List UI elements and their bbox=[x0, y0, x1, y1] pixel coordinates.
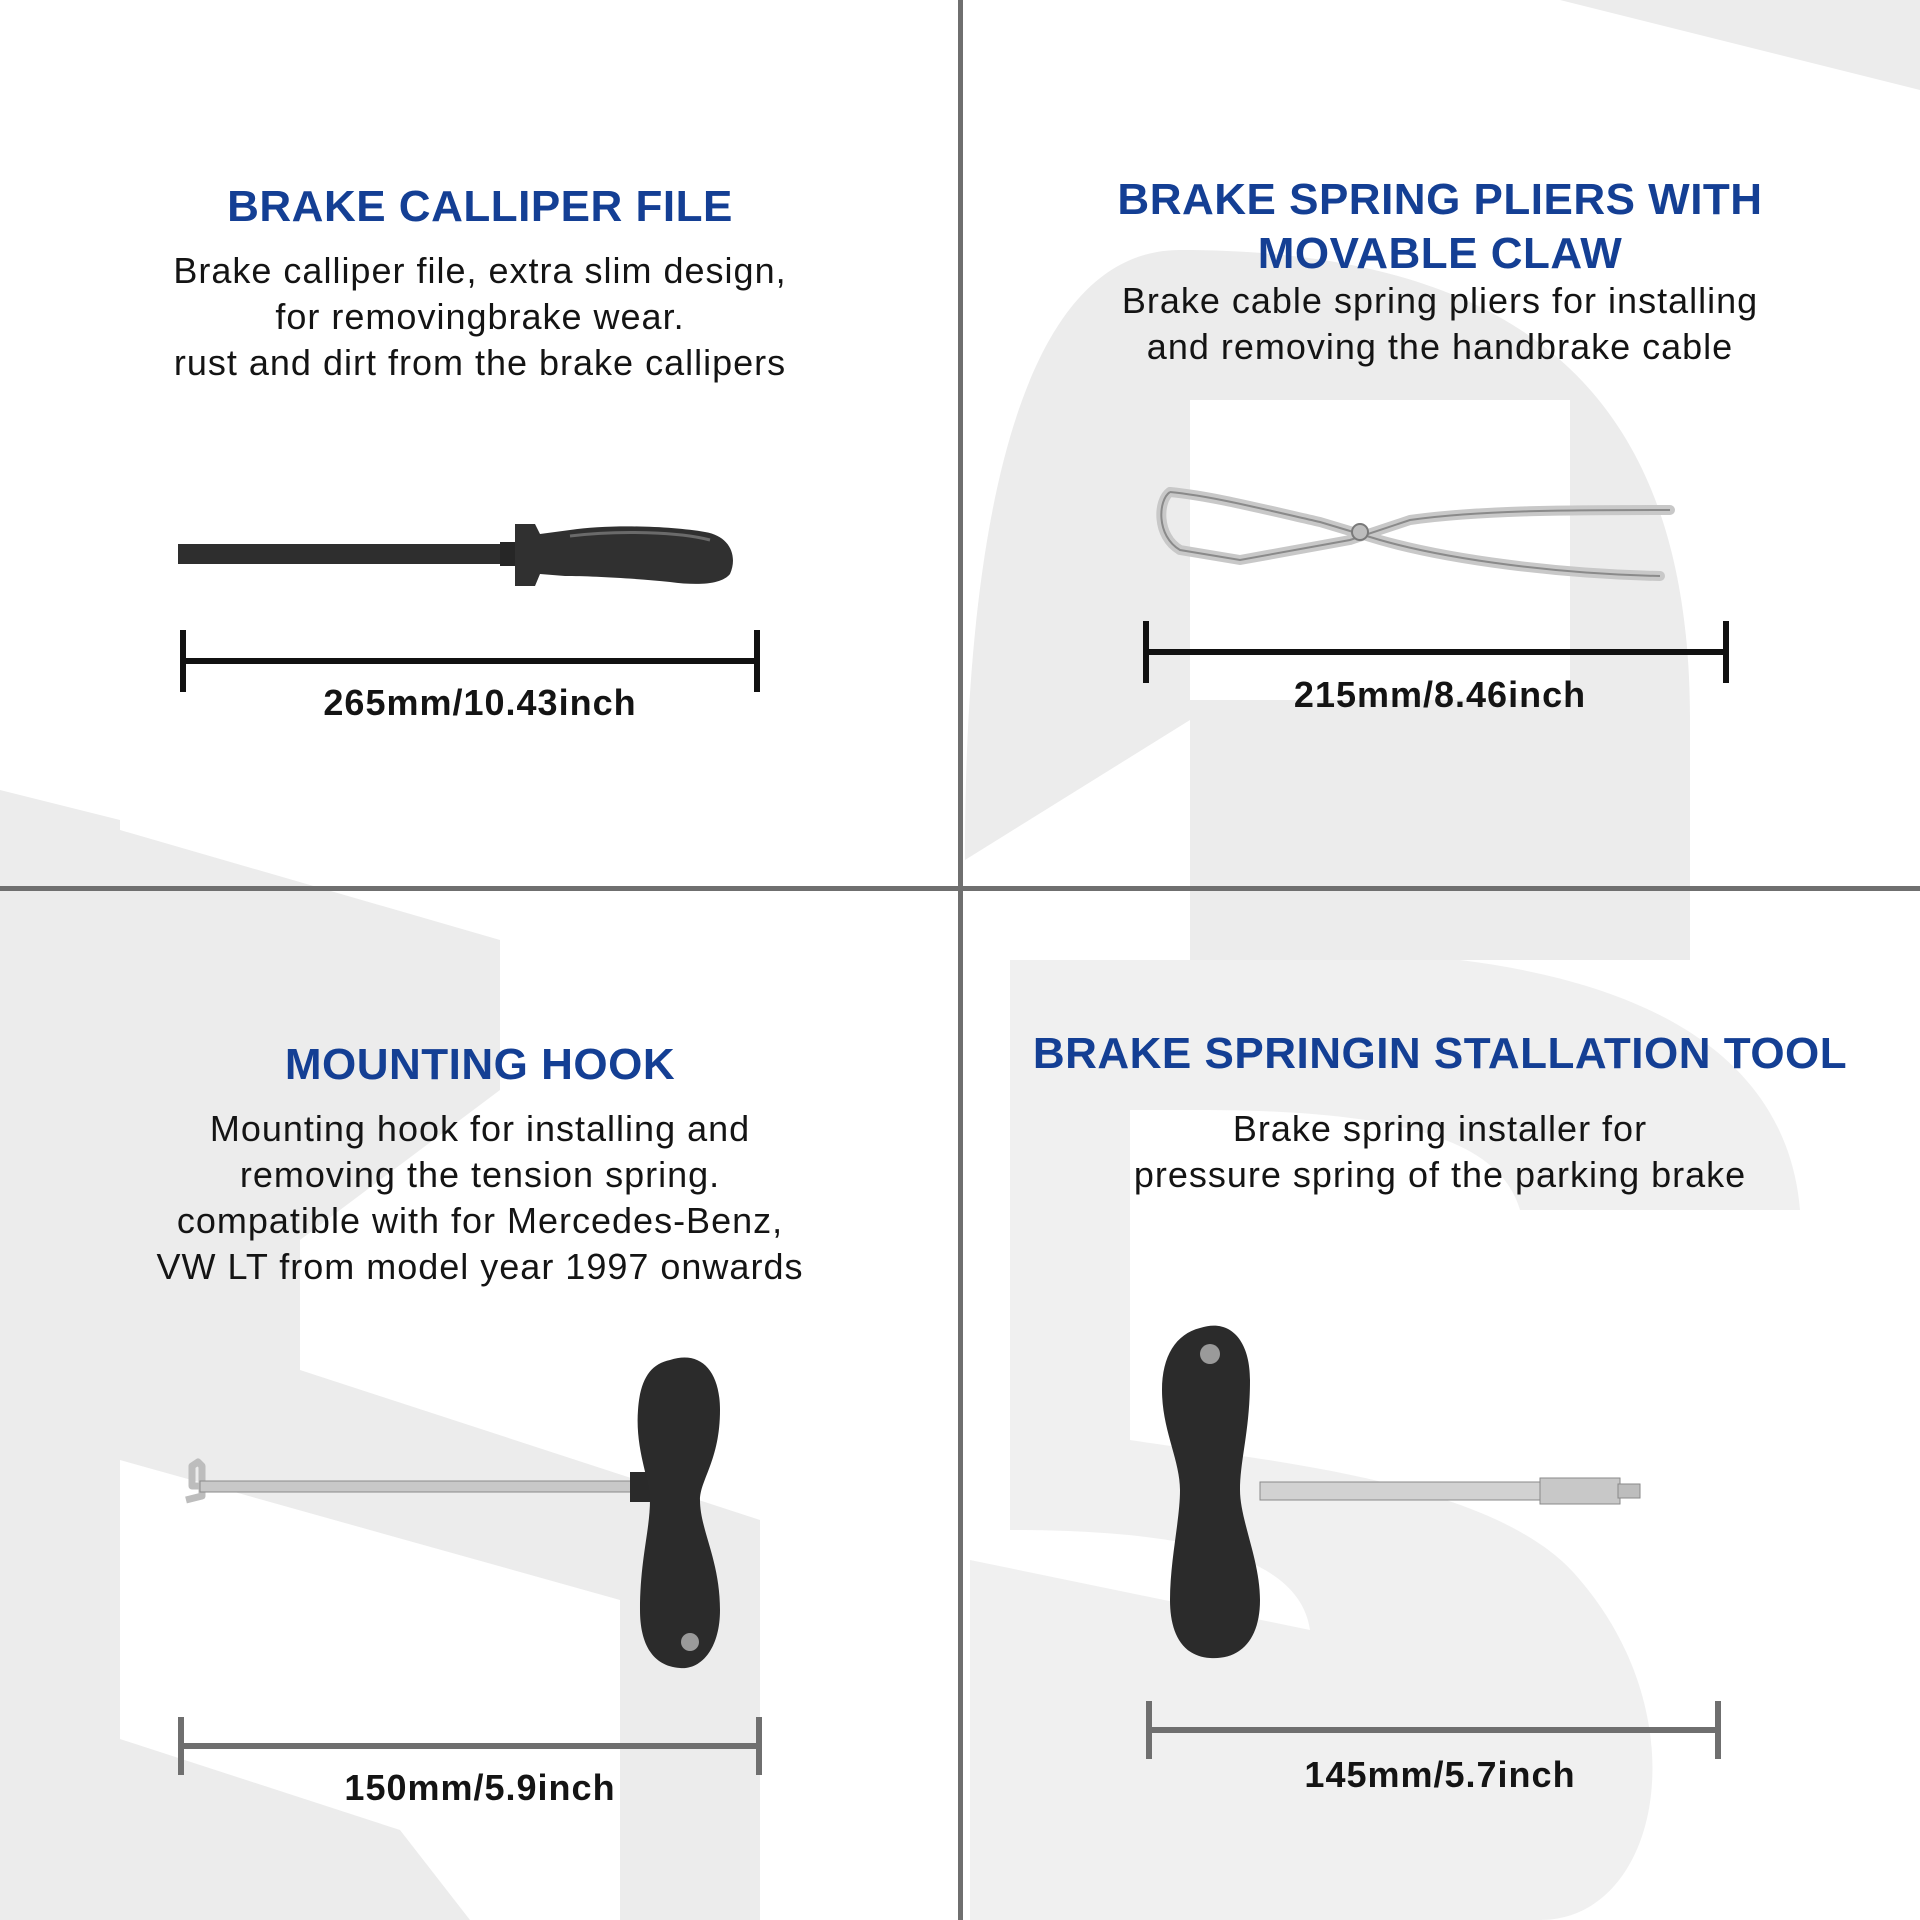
description-line: Brake cable spring pliers for installing bbox=[1121, 280, 1759, 321]
calliper-file-icon bbox=[170, 510, 770, 600]
description-line: compatible with for Mercedes-Benz, bbox=[176, 1200, 784, 1241]
panel-description bbox=[960, 278, 1920, 370]
panel-description bbox=[960, 1106, 1920, 1198]
panel-calliper-file bbox=[0, 0, 960, 960]
description-line: Mounting hook for installing and bbox=[209, 1108, 751, 1149]
dimension-label: 150mm/5.9inch bbox=[344, 1767, 616, 1808]
description-line: Brake calliper file, extra slim design, bbox=[173, 250, 787, 291]
panel-description bbox=[0, 1106, 960, 1290]
description-line: removing the tension spring. bbox=[239, 1154, 721, 1195]
description-line: VW LT from model year 1997 onwards bbox=[156, 1246, 804, 1287]
dimension-ruler bbox=[1146, 1701, 1721, 1759]
description-line: for removingbrake wear. bbox=[275, 296, 685, 337]
panel-spring-pliers bbox=[960, 0, 1920, 960]
dimension-label: 265mm/10.43inch bbox=[323, 682, 637, 723]
description-line: and removing the handbrake cable bbox=[1146, 326, 1734, 367]
dimension-label: 145mm/5.7inch bbox=[1304, 1754, 1576, 1795]
panel-spring-installation-tool bbox=[960, 890, 1920, 1850]
panel-title: MOUNTING HOOK bbox=[284, 1040, 676, 1089]
title-line: MOVABLE CLAW bbox=[1257, 229, 1623, 278]
panel-title: BRAKE SPRINGIN STALLATION TOOL bbox=[1032, 1029, 1848, 1078]
title-line: BRAKE SPRING PLIERS WITH bbox=[1117, 175, 1763, 224]
description-line: pressure spring of the parking brake bbox=[1133, 1154, 1747, 1195]
description-line: rust and dirt from the brake callipers bbox=[173, 342, 787, 383]
panel-title bbox=[960, 173, 1920, 281]
description-line: Brake spring installer for bbox=[1232, 1108, 1648, 1149]
mounting-hook-icon bbox=[180, 1350, 770, 1700]
panel-title: BRAKE CALLIPER FILE bbox=[227, 182, 733, 231]
spring-installation-tool-icon bbox=[1140, 1320, 1700, 1660]
panel-mounting-hook bbox=[0, 890, 960, 1850]
dimension-label: 215mm/8.46inch bbox=[1293, 674, 1587, 715]
panel-description bbox=[0, 248, 960, 386]
spring-pliers-icon bbox=[1150, 480, 1690, 600]
